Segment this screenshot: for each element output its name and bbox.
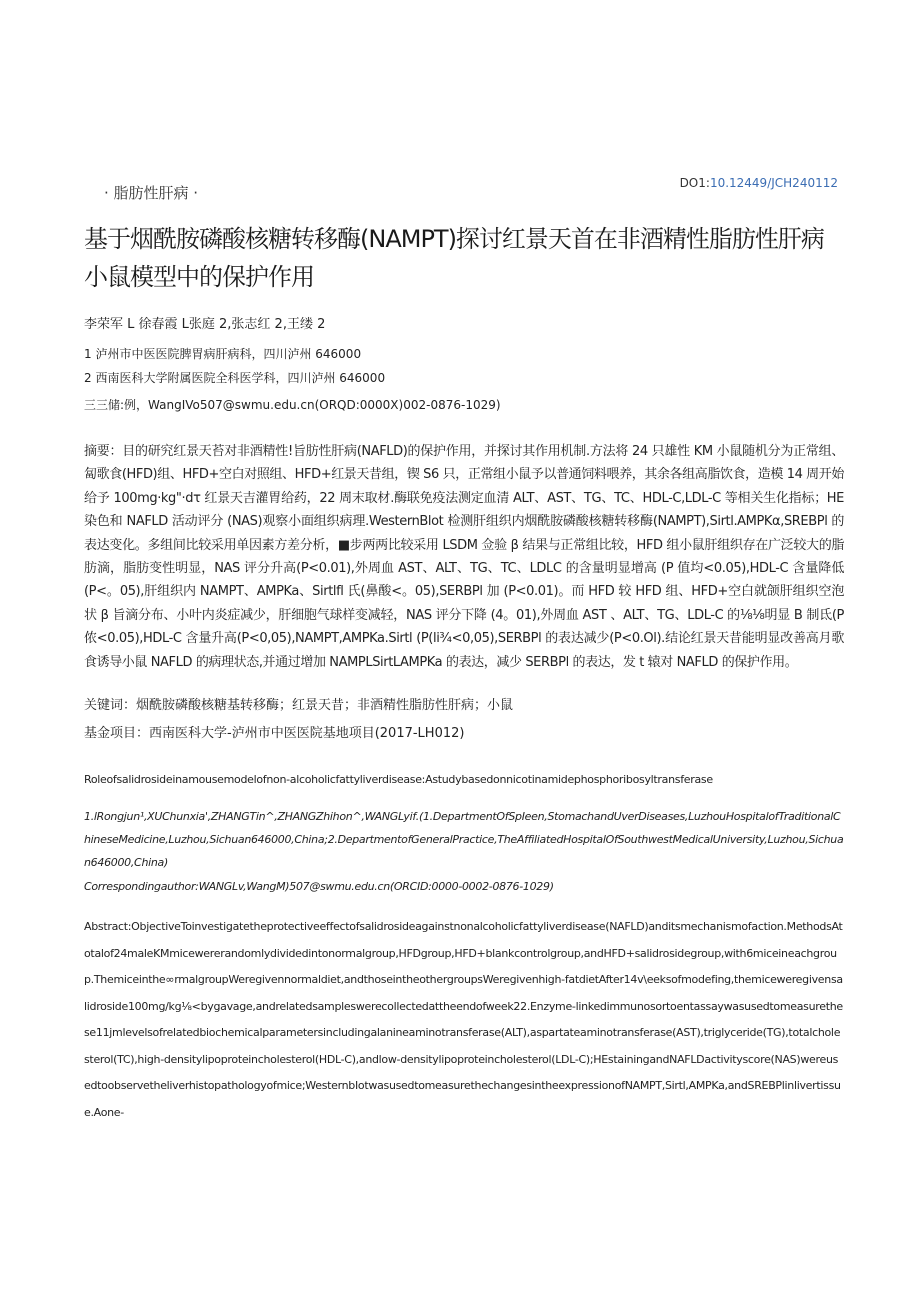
author-list: 李荣军 L 徐春霞 L张庭 2,张志红 2,王缕 2 — [84, 317, 326, 332]
english-corresponding-author: Correspondingauthor:WANGLv,WangM)507@swmu.edu.cn(ORCID:0000-0002-0876-1029) — [84, 880, 554, 893]
funding-cn — [84, 722, 844, 741]
abstract-cn-text: 目的研究红景天苔对非酒精性!旨肪性肝病(NAFLD)的保护作用，并探讨其作用机制.方法将 24 只雄性 KM 小鼠随机分为正常组、匐歌食(HFD)组、HFD+空白对照组、HFD+红景天昔组，锲 S6 只，正常组小鼠予以普通饲料喂养，其余各组高脂饮食，造模 14 周开始给予 100mg·kg"·dτ 红景天吉灌胃给药，22 周末取材.酶联免疫法测定血清 ALT、AST、TG、TC、HDL-C,LDL-C 等相关生化指标；HE 染色和 NAFLD 活动评分 (NAS)观察小面组织病理.WesternBlot 检测肝组织内烟酰胺磷酸核糖转移酶(NAMPT),Sirtl.AMPKα,SREBPl 的表达变化。多组间比较采用单因素方差分析，■步两两比较采用 LSDM 佥验 β 结果与正常组比较，HFD 组小鼠肝组织存在广泛较大的脂肪滴，脂肪变性明显，NAS 评分升高(P<0.01),外周血 AST、ALT、TG、TC、LDLC 的含量明显增高 (P 值均<0.05),HDL-C 含量降低(P<。05),肝组织内 NAMPT、AMPKa、Sirtlfl 氏(鼻酸<。05),SERBPl 加 (P<0.01)。而 HFD 较 HFD 组、HFD+空白就颌肝组织空泡状 β 旨滴分布、小叶内炎症减少，肝细胞气球样变减轻，NAS 评分下降 (4。01),外周血 AST 、ALT、TG、LDL-C 的⅛⅛明显 B 制氐(P 侬<0.05),HDL-C 含量升高(P<0,05),NAMPT,AMPKa.Sirtl (P(li¾<0,05),SERBPl 的表达减少(P<0.Ol).结论红景天昔能明显改善高月歌食诱导小鼠 NAFLD 的病理状态,并通过增加 NAMPLSirtLAMPKa 的表达，减少 SERBPl 的表达，发 t 辕对 NAFLD 的保护作用。 — [84, 444, 844, 670]
doi-link[interactable]: 10.12449/JCH240112 — [709, 176, 838, 190]
affiliation-1: 1 泸州市中医医院脾胃病肝病科，四川泸州 646000 — [84, 347, 362, 361]
funding-cn-text: 西南医科大学-泸州市中医医院基地项目(2017-LH012) — [149, 726, 465, 741]
article-title: 基于烟酰胺磷酸核糖转移酶(NAMPT)探讨红景天首在非酒精性脂肪性肝病小鼠模型中的保护作用 — [84, 225, 824, 291]
funding-cn-label: 基金项目： — [84, 726, 150, 741]
keywords-cn-label: 关键词： — [84, 698, 137, 713]
doi — [680, 176, 838, 190]
keywords-cn — [84, 694, 844, 713]
abstract-cn — [84, 440, 844, 674]
english-abstract: Abstract:ObjectiveToinvestigatetheprotectiveeffectofsalidrosideagainstnonalcoholicfattyliverdisease(NAFLD)anditsmechanismofaction.MethodsAtotalof24maleKMmicewererandomlydividedintonormalgroup,HFDgroup,HFD+blankcontrolgroup,andHFD+salidrosidegroup,with6miceineachgroup.Themiceinthe∞rmalgroupWeregivennormaldiet,andthoseintheothergroupsWeregivenhigh-fatdietAfter14v\eeksofmodefing,themiceweregivensalidroside100mg∕kg⅛<bygavage,andrelatedsampleswerecollectedattheendofweek22.Enzyme-linkedimmunosortoentassaywasusedtomeasurethese11jmlevelsofrelatedbiochemicalparametersincludingalanineaminotransferase(ALT),aspartateaminotransferase(AST),triglyceride(TG),totalcholesterol(TC),high-densitylipoproteincholesterol(HDL-C),andlow-densitylipoproteincholesterol(LDL-C);HEstainingandNAFLDactivityscore(NAS)wereusedtoobservetheliverhistopathologyofmice;WesternbIotwasusedtomeasurethechangesintheexpressionofNAMPT,Sirtl,AMPKa,andSREBPlinlivertissue.Aone- — [84, 920, 843, 1119]
affiliation-2: 2 西南医科大学附属医院全科医学科，四川泸州 646000 — [84, 371, 386, 385]
english-title: Roleofsalidrosideinamousemodelofnon-alcoholicfattyliverdisease:Astudybasedonnicotinamidephosphoribosyltransferase — [84, 773, 713, 786]
corresponding-author: 三三储:例，WangIVo507@swmu.edu.cn(ORQD:0000X)002-0876-1029) — [84, 398, 501, 412]
abstract-cn-label: 摘要： — [84, 444, 123, 459]
english-authors: 1.lRongjun¹,XUChunxia',ZHANGTin^,ZHANGZhihon^,WANGLyif.(1.DepartmentOfSpIeen,StomachandUverDiseases,LuzhouHospitalofTraditionalChineseMedicine,Luzhou,Sichuan646000,China;2.DepartmentofGeneralPractice,TheAffiliatedHospitalOfSouthwestMedicalUniversity,Luzhou,Sichuan646000,China) — [84, 810, 844, 869]
keywords-cn-text: 烟酰胺磷酸核糖基转移酶；红景天昔；非酒精性脂肪性肝病；小鼠 — [136, 698, 514, 713]
doi-label: DO1: — [679, 176, 710, 190]
section-tag: · 脂肪性肝病 · — [104, 184, 199, 202]
